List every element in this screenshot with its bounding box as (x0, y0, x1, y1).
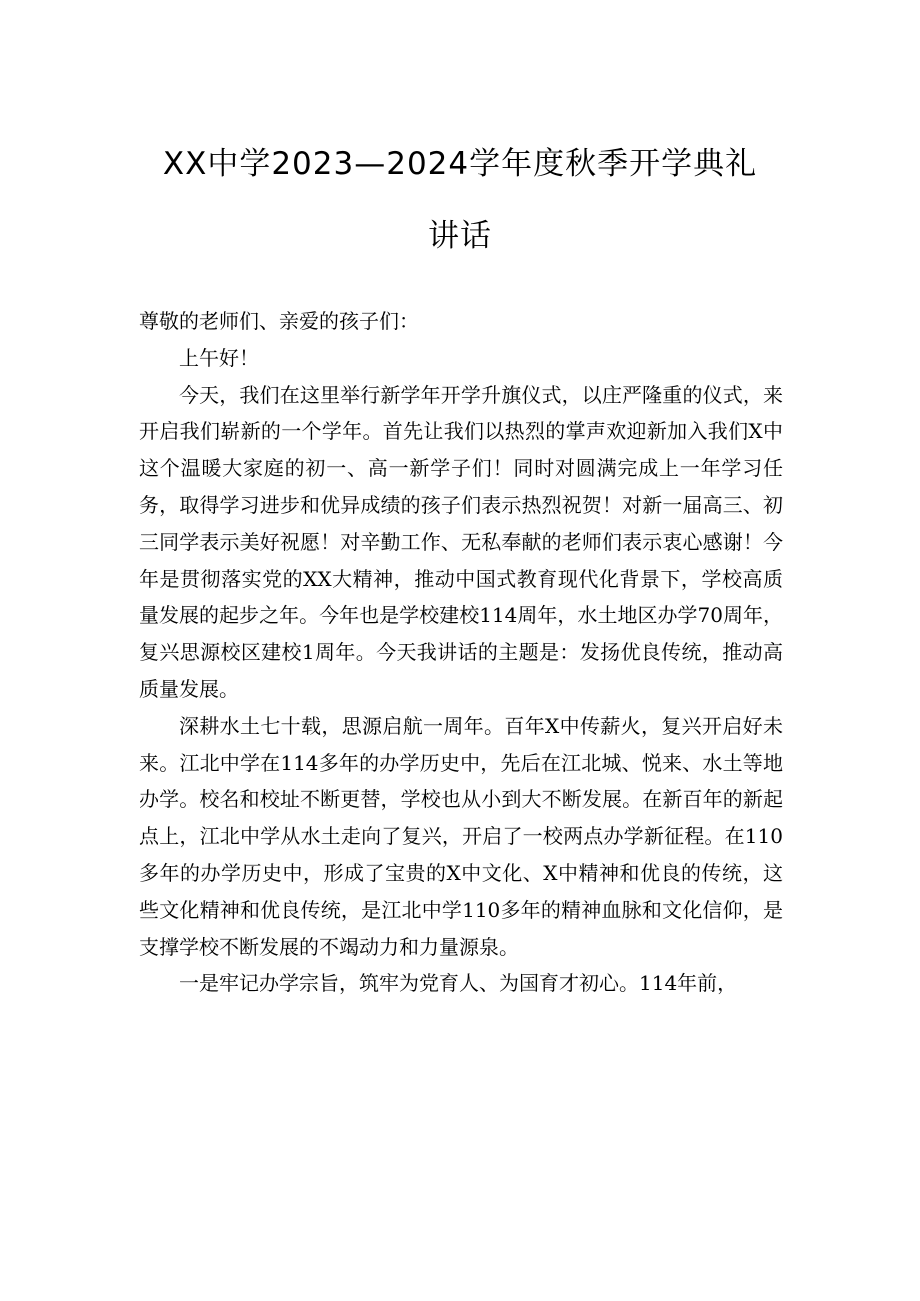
greeting: 上午好！ (179, 345, 259, 370)
document-title-line-2: 讲话 (428, 218, 492, 254)
paragraph-1: 今天，我们在这里举行新学年开学升旗仪式，以庄严隆重的仪式，来开启我们崭新的一个学年。首先让我们以热烈的掌声欢迎新加入我们X中这个温暖大家庭的初一、高一新学子们！同时对圆满完成上一年学习任务，取得学习进步和优异成绩的孩子们表示热烈祝贺！对新一届高三、初三同学表示美好祝愿！对辛勤工作、无私奉献的老师们表示衷心感谢！今年是贯彻落实党的XX大精神，推动中国式教育现代化背景下，学校高质量发展的起步之年。今年也是学校建校114周年，水土地区办学70周年，复兴思源校区建校1周年。今天我讲话的主题是：发扬优良传统，推动高质量发展。 (139, 382, 783, 701)
document-title-line-1: XX中学2023—2024学年度秋季开学典礼 (162, 146, 758, 182)
paragraph-3: 一是牢记办学宗旨，筑牢为党育人、为国育才初心。114年前， (179, 971, 738, 996)
paragraph-2: 深耕水土七十载，思源启航一周年。百年X中传薪火，复兴开启好未来。江北中学在114多年的办学历史中，先后在江北城、悦来、水土等地办学。校名和校址不断更替，学校也从小到大不断发展。在新百年的新起点上，江北中学从水土走向了复兴，开启了一校两点办学新征程。在110多年的办学历史中，形成了宝贵的X中文化、X中精神和优良的传统，这些文化精神和优良传统，是江北中学110多年的精神血脉和文化信仰，是支撑学校不断发展的不竭动力和力量源泉。 (139, 713, 783, 959)
document-body (139, 303, 783, 1002)
salutation: 尊敬的老师们、亲爱的孩子们： (139, 309, 419, 333)
